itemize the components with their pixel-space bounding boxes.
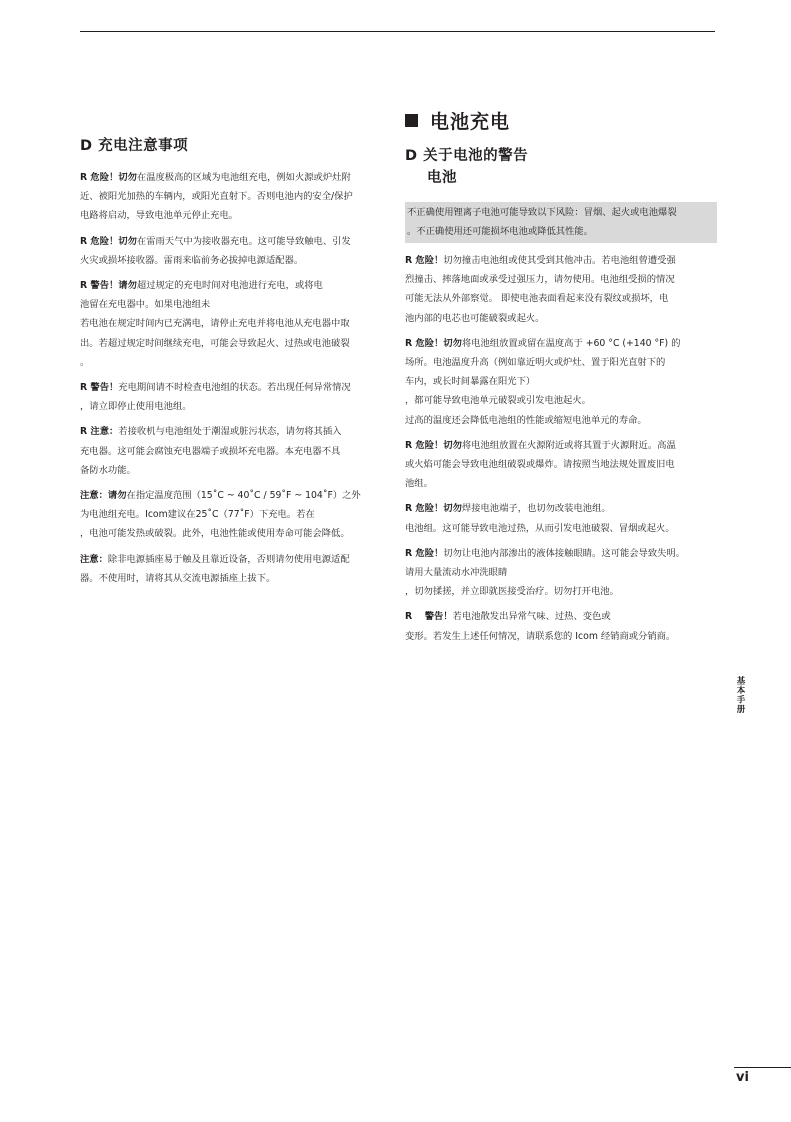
text-line [80, 422, 385, 441]
line-text: 切勿让电池内部渗出的液体接触眼睛。这可能会导致失明。 [443, 547, 686, 559]
text-line [80, 206, 385, 225]
text-line [80, 187, 385, 206]
line-text: 若接收机与电池组处于潮湿或脏污状态，请勿将其插入 [118, 426, 342, 438]
paragraph [80, 486, 385, 544]
line-text: 出。若超过规定时间继续充电，可能会导致起火、过热或电池破裂 [80, 337, 350, 349]
note-line: 。不正确使用还可能损坏电池或降低其性能。 [407, 226, 593, 237]
emphasis-word: 切勿 [118, 172, 137, 183]
text-line [405, 334, 717, 353]
line-text: 。 [80, 356, 90, 368]
square-bullet-icon [405, 114, 418, 127]
warning-label: R 注意： [80, 426, 119, 438]
text-line [80, 442, 385, 461]
line-text: 请用大量流动水冲洗眼睛 [405, 567, 508, 579]
page-number: vi [736, 1070, 749, 1085]
top-rule [80, 31, 715, 32]
text-line [80, 276, 385, 295]
paragraph [405, 251, 717, 328]
emphasis-word: 请勿 [118, 280, 137, 292]
line-text: 烈撞击、摔落地面或承受过强压力，请勿使用。电池组受损的情况 [405, 274, 675, 286]
line-text: 为电池组充电。Icom建议在25˚C（77˚F）下充电。若在 [80, 509, 315, 521]
warning-label: R 危险！ [405, 255, 444, 266]
text-line [405, 582, 717, 601]
warning-label: R 警告！ [80, 280, 119, 292]
warning-label: R 警告！ [80, 382, 119, 394]
battery-subheading: 电池 [427, 170, 457, 186]
line-text: 充电期间请不时检查电池组的状态。若出现任何异常情况 [118, 382, 351, 394]
line-text: ，请立即停止使用电池组。 [80, 401, 192, 413]
line-text: 电路将启动，导致电池单元停止充电。 [80, 210, 239, 222]
text-line [405, 270, 717, 289]
text-line [80, 251, 385, 270]
right-paragraphs [405, 251, 717, 646]
paragraph [405, 499, 717, 537]
line-text: 超过规定的充电时间对电池进行充电，或将电 [136, 280, 323, 292]
line-text: 在雷雨天气中为接收器充电。这可能导致触电、引发 [136, 235, 351, 247]
section-title-text: 电池充电 [430, 110, 511, 133]
text-line [405, 499, 717, 518]
line-text: 电池组。这可能导致电池过热，从而引发电池破裂、冒烟或起火。 [405, 522, 675, 534]
battery-warning-heading: D 关于电池的警告 [405, 148, 529, 164]
section-title [405, 106, 717, 134]
warning-label: R 危险！ [80, 235, 119, 247]
line-text: ，电池可能发热或破裂。此外，电池性能或使用寿命可能会降低。 [80, 528, 350, 540]
emphasis-word: 切勿 [118, 235, 137, 247]
charging-precautions-heading: D 充电注意事项 [80, 138, 189, 154]
text-line [405, 289, 717, 308]
right-column [405, 106, 717, 652]
text-line [80, 461, 385, 480]
note-line: 不正确使用锂离子电池可能导致以下风险：冒烟、起火或电池爆裂 [407, 207, 677, 218]
text-line [405, 627, 717, 646]
text-line [80, 397, 385, 416]
line-text: 池组。 [405, 478, 433, 490]
line-text: 近、被阳光加热的车辆内，或阳光直射下。否则电池内的安全/保护 [80, 191, 353, 203]
line-text: 若电池散发出异常气味、过热、变色或 [452, 611, 611, 623]
line-text: 器。不使用时，请将其从交流电源插座上拔下。 [80, 572, 276, 584]
text-line [405, 391, 717, 410]
line-text: 焊接电池端子，也切勿改装电池组。 [461, 503, 611, 515]
text-line [80, 378, 385, 397]
line-text: 除非电源插座易于触及且靠近设备，否则请勿使用电源适配 [107, 553, 350, 565]
paragraph [405, 544, 717, 602]
warning-label: 注意： [80, 553, 108, 565]
text-line [405, 607, 717, 626]
warning-label: R 危险！ [405, 503, 444, 515]
emphasis-word: 切勿 [443, 337, 462, 349]
line-text: 池内部的电芯也可能破裂或起火。 [405, 312, 545, 324]
caution-note-box [405, 202, 717, 243]
text-line [405, 372, 717, 391]
text-line [405, 436, 717, 455]
text-line [80, 550, 385, 569]
emphasis-word: 请勿 [107, 490, 127, 502]
text-line [80, 334, 385, 353]
text-line [405, 309, 717, 328]
left-column [80, 136, 385, 594]
paragraph [80, 378, 385, 416]
paragraph [80, 232, 385, 270]
text-line [80, 569, 385, 588]
paragraph [405, 607, 717, 645]
text-line [80, 486, 385, 505]
text-line [80, 353, 385, 372]
paragraph [405, 334, 717, 430]
text-line [80, 168, 385, 187]
bottom-rule [734, 1067, 791, 1068]
warning-label: R 危险！ [80, 172, 119, 183]
line-text: 过高的温度还会降低电池组的性能或缩短电池单元的寿命。 [405, 414, 647, 426]
paragraph [405, 436, 717, 494]
text-line [405, 544, 717, 563]
line-text: 切勿撞击电池组或使其受到其他冲击。若电池组曾遭受强 [443, 255, 676, 266]
line-text: 火灾或损坏接收器。雷雨来临前务必拔掉电源适配器。 [80, 254, 304, 266]
line-text: ，都可能导致电池单元破裂或引发电池起火。 [405, 395, 591, 407]
warning-label: 注意： [80, 490, 108, 502]
text-line [405, 353, 717, 372]
warning-label: R 危险！ [405, 337, 444, 349]
text-line [80, 232, 385, 251]
text-line [80, 295, 385, 314]
line-text: ，切勿揉搓，并立即就医接受治疗。切勿打开电池。 [405, 586, 619, 598]
emphasis-word: 切勿 [443, 439, 462, 451]
line-text: 可能无法从外部察觉。 即使电池表面看起来没有裂纹或损坏，电 [405, 293, 669, 305]
paragraph [80, 422, 385, 480]
paragraph [80, 276, 385, 372]
text-line [405, 411, 717, 430]
line-text: 将电池组放置或留在温度高于 +60 °C (+140 °F) 的 [461, 337, 681, 349]
line-text: 充电器。这可能会腐蚀充电器端子或损坏充电器。本充电器不具 [80, 445, 341, 457]
line-text: 将电池组放置在火源附近或将其置于火源附近。高温 [461, 439, 676, 451]
line-text: 变形。若发生上述任何情况，请联系您的 Icom 经销商或分销商。 [405, 630, 676, 642]
text-line [405, 519, 717, 538]
line-text: 车内，或长时间暴露在阳光下） [405, 376, 536, 388]
line-text: 场所。电池温度升高（例如靠近明火或炉灶、置于阳光直射下的 [405, 357, 666, 369]
warning-label: R 危险！ [405, 547, 444, 559]
paragraph [80, 168, 385, 226]
line-text: 若电池在规定时间内已充满电，请停止充电并将电池从充电器中取 [80, 318, 350, 330]
text-line [405, 474, 717, 493]
text-line [80, 524, 385, 543]
paragraph [80, 550, 385, 588]
left-paragraphs [80, 168, 385, 588]
text-line [80, 505, 385, 524]
text-line [80, 314, 385, 333]
line-text: 池留在充电器中。如果电池组未 [80, 299, 211, 311]
line-text: 或火焰可能会导致电池组破裂或爆炸。请按照当地法规处置废旧电 [405, 459, 675, 471]
line-text: 备防水功能。 [80, 464, 136, 476]
line-text: 在指定温度范围（15˚C ~ 40˚C / 59˚F ~ 104˚F）之外 [126, 490, 361, 502]
warning-label: R 警告！ [405, 611, 453, 623]
emphasis-word: 切勿 [443, 503, 462, 515]
side-tab-label: 基本手册 [735, 676, 745, 714]
text-line [405, 455, 717, 474]
warning-label: R 危险！ [405, 439, 444, 451]
text-line [405, 251, 717, 270]
text-line [405, 563, 717, 582]
line-text: 在温度极高的区域为电池组充电，例如火源或炉灶附 [136, 172, 351, 183]
side-tab [734, 676, 748, 720]
